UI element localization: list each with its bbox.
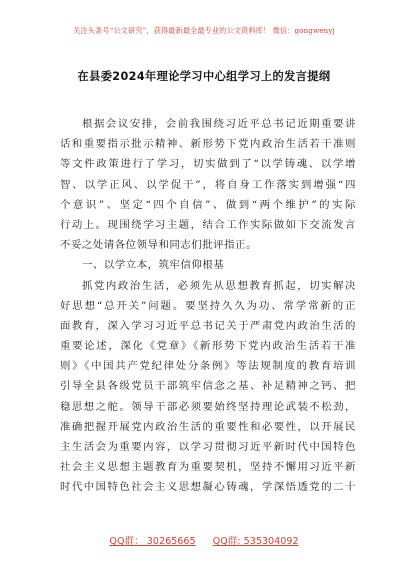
intro-line: 个意识”、坚定“四个自信”、做到“两个维护”的实际 [60,198,356,211]
section-line: 重要论述，深化《党章》《新形势下党内政治生活若干准 [60,340,356,353]
intro-line: 根据会议安排，会前我围绕习近平总书记近期重要讲 [82,118,356,130]
section-line: 主生活会为重要内容，以学习贯彻习近平新时代中国特色 [60,441,356,453]
intro-line: 行动上。现围绕学习主题，结合工作实际做如下交流发言 [60,218,356,231]
section-line: 面教育，深入学习习近平总书记关于严肃党内政治生活的 [60,319,356,332]
intro-line: 智、以学正风、以学促干”，将自身工作落实到增强“四 [60,178,356,191]
intro-line: 不妥之处请各位领导和同志们批评指正。 [60,239,257,252]
section-line: 引导全县各级党员干部筑牢信念之基、补足精神之钙、把 [60,380,356,393]
section-line: 时代中国特色社会主义思想凝心铸魂，学深悟透党的二十 [60,481,356,494]
section-line: 抓党内政治生活，必须先从思想教育抓起，切实解决 [82,279,356,292]
document-body [60,114,356,498]
document-title: 在县委2024年理论学习中心组学习上的发言提纲 [77,70,331,83]
footer-contact [0,533,408,547]
section-line: 稳思想之舵。领导干部必须要始终坚持理论武装不松劲， [60,400,356,413]
header-banner: 关注头条号“公文研究”，获得最新最全最专业的公文资料库！ 微信：gongwenyj [73,26,335,35]
qq-group-link[interactable]: QQ群： 30265665 [109,536,196,547]
qq-group-link[interactable]: QQ群: 535304092 [212,536,299,547]
intro-line: 等文件政策进行了学习，切实做到了“以学铸魂、以学增 [60,158,356,171]
section-line: 则》《中国共产党纪律处分条例》等法规制度的教育培训 [60,360,356,373]
section-heading: 一、以学立本，筑牢信仰根基 [82,259,225,272]
section-line: 准确把握开展党内政治生活的重要性和必要性，以开展民 [60,420,356,433]
section-line: 社会主义思想主题教育为重要契机，坚持不懈用习近平新 [60,461,356,474]
section-line: 好思想“总开关”问题。要坚持久久为功、常学常新的正 [60,299,356,312]
intro-line: 话和重要指示批示精神、新形势下党内政治生活若干准则 [60,138,356,151]
